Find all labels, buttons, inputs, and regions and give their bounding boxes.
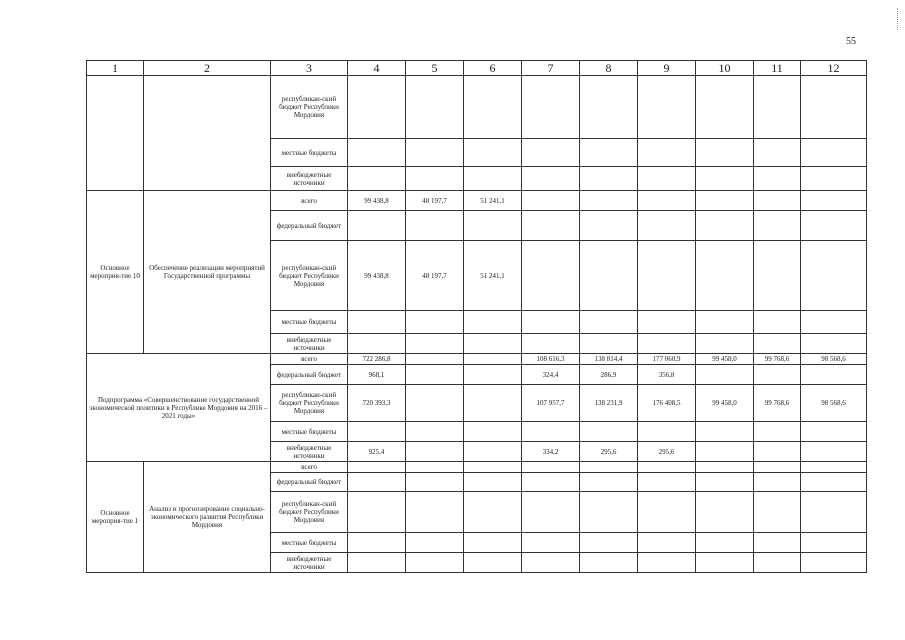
value-cell: [406, 365, 464, 385]
empty-cell: [696, 241, 754, 311]
value-cell: [464, 442, 522, 462]
empty-cell: [348, 422, 406, 442]
empty-cell: [801, 167, 867, 191]
empty-cell: [522, 334, 580, 354]
col-header: 9: [638, 61, 696, 76]
value-cell: [464, 385, 522, 422]
empty-cell: [754, 76, 801, 139]
source-cell: внебюджетные источники: [271, 334, 348, 354]
value-cell: [754, 442, 801, 462]
empty-cell: [348, 167, 406, 191]
empty-cell: [801, 241, 867, 311]
empty-cell: [522, 422, 580, 442]
col-header: 3: [271, 61, 348, 76]
source-cell: местные бюджеты: [271, 139, 348, 167]
source-cell: республикан-ский бюджет Республики Мордовия: [271, 385, 348, 422]
empty-cell: [638, 241, 696, 311]
empty-cell: [696, 533, 754, 553]
empty-cell: [696, 473, 754, 492]
empty-cell: [801, 533, 867, 553]
empty-cell: [464, 211, 522, 241]
value-cell: 925,4: [348, 442, 406, 462]
empty-cell: [406, 334, 464, 354]
budget-table: [86, 60, 867, 573]
empty-cell: [464, 462, 522, 473]
empty-cell: [522, 492, 580, 533]
empty-cell: [754, 191, 801, 211]
empty-cell: [696, 462, 754, 473]
empty-cell: [696, 311, 754, 334]
value-cell: [801, 442, 867, 462]
empty-cell: [696, 76, 754, 139]
empty-cell: [754, 473, 801, 492]
empty-cell: [638, 334, 696, 354]
value-cell: [464, 365, 522, 385]
value-cell: [406, 385, 464, 422]
value-cell: [406, 354, 464, 365]
empty-cell: [348, 76, 406, 139]
source-cell: местные бюджеты: [271, 533, 348, 553]
value-cell: 177 060,9: [638, 354, 696, 365]
activity-title: Анализ и прогнозирование социально-экономического развития Республики Мордовия: [144, 462, 271, 573]
empty-cell: [580, 211, 638, 241]
value-cell: 295,6: [638, 442, 696, 462]
empty-cell: [638, 139, 696, 167]
empty-cell: [464, 492, 522, 533]
empty-cell: [801, 334, 867, 354]
empty-cell: [522, 191, 580, 211]
empty-cell: [801, 311, 867, 334]
value-cell: 722 286,8: [348, 354, 406, 365]
value-cell: 98 568,6: [801, 385, 867, 422]
empty-cell: [522, 139, 580, 167]
empty-cell: [348, 533, 406, 553]
empty-cell: [801, 553, 867, 573]
empty-cell: [464, 167, 522, 191]
empty-cell: [580, 76, 638, 139]
empty-cell: [580, 492, 638, 533]
value-cell: [406, 442, 464, 462]
empty-cell: [696, 139, 754, 167]
empty-cell: [580, 311, 638, 334]
empty-cell: [348, 473, 406, 492]
value-cell: 108 616,3: [522, 354, 580, 365]
empty-cell: [522, 311, 580, 334]
empty-cell: [638, 492, 696, 533]
value-cell: [696, 442, 754, 462]
empty-cell: [754, 492, 801, 533]
value-cell: 720 393,3: [348, 385, 406, 422]
col-header: 4: [348, 61, 406, 76]
margin-mark: [897, 8, 899, 30]
empty-cell: [348, 139, 406, 167]
empty-cell: [522, 462, 580, 473]
col-header: 10: [696, 61, 754, 76]
empty-cell: [580, 533, 638, 553]
value-cell: [696, 365, 754, 385]
empty-cell: [464, 553, 522, 573]
empty-cell: [348, 553, 406, 573]
value-cell: 356,8: [638, 365, 696, 385]
empty-cell: [406, 167, 464, 191]
col-header: 12: [801, 61, 867, 76]
col-header: 1: [87, 61, 144, 76]
source-cell: всего: [271, 191, 348, 211]
col-header: 11: [754, 61, 801, 76]
source-cell: местные бюджеты: [271, 422, 348, 442]
empty-cell: [696, 553, 754, 573]
empty-cell: [406, 422, 464, 442]
source-cell: федеральный бюджет: [271, 473, 348, 492]
value-cell: 99 438,8: [348, 241, 406, 311]
page-number: 55: [846, 36, 856, 47]
source-cell: всего: [271, 462, 348, 473]
empty-cell: [406, 311, 464, 334]
empty-cell: [348, 462, 406, 473]
empty-cell: [580, 422, 638, 442]
empty-cell: [696, 167, 754, 191]
empty-cell: [754, 139, 801, 167]
empty-cell: [696, 422, 754, 442]
empty-cell: [638, 462, 696, 473]
empty-cell: [464, 533, 522, 553]
empty-cell: [580, 553, 638, 573]
empty-cell: [406, 211, 464, 241]
empty-cell: [580, 139, 638, 167]
empty-cell: [348, 311, 406, 334]
empty-cell: [406, 492, 464, 533]
source-cell: республикан-ский бюджет Республики Мордовия: [271, 492, 348, 533]
empty-cell: [638, 76, 696, 139]
activity-title: Обеспечение реализации мероприятий Государственной программы: [144, 191, 271, 354]
value-cell: 138 814,4: [580, 354, 638, 365]
empty-cell: [754, 167, 801, 191]
empty-cell: [754, 311, 801, 334]
empty-cell: [580, 462, 638, 473]
source-cell: местные бюджеты: [271, 311, 348, 334]
empty-cell: [522, 76, 580, 139]
value-cell: 99 768,6: [754, 385, 801, 422]
empty-cell: [406, 473, 464, 492]
empty-cell: [754, 462, 801, 473]
activity-label: Основное мероприя-тие 10: [87, 191, 144, 354]
value-cell: 107 957,7: [522, 385, 580, 422]
value-cell: 295,6: [580, 442, 638, 462]
table-row: [87, 191, 867, 211]
empty-cell: [801, 191, 867, 211]
source-cell: внебюджетные источники: [271, 167, 348, 191]
empty-cell: [754, 533, 801, 553]
value-cell: 51 241,1: [464, 191, 522, 211]
source-cell: всего: [271, 354, 348, 365]
empty-cell: [696, 492, 754, 533]
value-cell: 968,1: [348, 365, 406, 385]
empty-cell: [406, 76, 464, 139]
col-header: 2: [144, 61, 271, 76]
header-row: [87, 61, 867, 76]
empty-cell: [801, 211, 867, 241]
source-cell: федеральный бюджет: [271, 365, 348, 385]
empty-cell: [406, 533, 464, 553]
empty-cell: [801, 462, 867, 473]
value-cell: 48 197,7: [406, 191, 464, 211]
empty-cell: [522, 167, 580, 191]
value-cell: [754, 365, 801, 385]
value-cell: 176 408,5: [638, 385, 696, 422]
empty-cell: [754, 422, 801, 442]
table-row: [87, 462, 867, 473]
empty-cell: [522, 241, 580, 311]
value-cell: 138 231,9: [580, 385, 638, 422]
empty-cell: [801, 139, 867, 167]
empty-cell: [406, 139, 464, 167]
empty-cell: [754, 211, 801, 241]
empty-cell: [638, 422, 696, 442]
empty-cell: [801, 76, 867, 139]
col-header: 8: [580, 61, 638, 76]
empty-cell: [754, 241, 801, 311]
subprogram-title: Подпрограмма «Совершенствование государственной экономической политики в Республике Мордовия на 2016 – 2021 годы»: [87, 354, 271, 462]
source-cell: федеральный бюджет: [271, 211, 348, 241]
empty-cell: [406, 553, 464, 573]
col-header: 6: [464, 61, 522, 76]
empty-cell: [406, 462, 464, 473]
empty-cell: [638, 533, 696, 553]
empty-cell: [696, 211, 754, 241]
col-header: 7: [522, 61, 580, 76]
empty-cell: [638, 191, 696, 211]
empty-cell: [464, 139, 522, 167]
empty-cell: [464, 334, 522, 354]
empty-cell: [464, 422, 522, 442]
empty-cell: [348, 334, 406, 354]
source-cell: внебюджетные источники: [271, 442, 348, 462]
empty-cell: [348, 211, 406, 241]
empty-cell: [580, 241, 638, 311]
value-cell: 324,4: [522, 365, 580, 385]
value-cell: 286,9: [580, 365, 638, 385]
empty-cell: [580, 191, 638, 211]
empty-cell: [801, 473, 867, 492]
empty-cell: [801, 492, 867, 533]
empty-cell: [580, 473, 638, 492]
empty-cell: [522, 211, 580, 241]
value-cell: [801, 365, 867, 385]
empty-cell: [696, 334, 754, 354]
empty-cell: [801, 422, 867, 442]
empty-cell: [522, 533, 580, 553]
source-cell: республикан-ский бюджет Республики Мордовия: [271, 241, 348, 311]
source-cell: внебюджетные источники: [271, 553, 348, 573]
col-header: 5: [406, 61, 464, 76]
empty-cell: [580, 334, 638, 354]
value-cell: 99 438,8: [348, 191, 406, 211]
value-cell: 99 458,0: [696, 354, 754, 365]
value-cell: 98 568,6: [801, 354, 867, 365]
value-cell: 334,2: [522, 442, 580, 462]
empty-cell: [522, 553, 580, 573]
empty-cell: [696, 191, 754, 211]
value-cell: 99 768,6: [754, 354, 801, 365]
empty-cell: [348, 492, 406, 533]
activity-label: Основное мероприя-тие 1: [87, 462, 144, 573]
empty-cell: [144, 76, 271, 191]
value-cell: 99 458,0: [696, 385, 754, 422]
empty-cell: [638, 167, 696, 191]
empty-cell: [522, 473, 580, 492]
empty-cell: [754, 553, 801, 573]
table-row: [87, 76, 867, 139]
empty-cell: [638, 211, 696, 241]
empty-cell: [638, 311, 696, 334]
empty-cell: [754, 334, 801, 354]
value-cell: 51 241,1: [464, 241, 522, 311]
table-row: [87, 354, 867, 365]
value-cell: 48 197,7: [406, 241, 464, 311]
empty-cell: [464, 473, 522, 492]
value-cell: [464, 354, 522, 365]
empty-cell: [87, 76, 144, 191]
empty-cell: [464, 311, 522, 334]
empty-cell: [580, 167, 638, 191]
empty-cell: [638, 473, 696, 492]
empty-cell: [638, 553, 696, 573]
source-cell: республикан-ский бюджет Республики Мордовия: [271, 76, 348, 139]
empty-cell: [464, 76, 522, 139]
